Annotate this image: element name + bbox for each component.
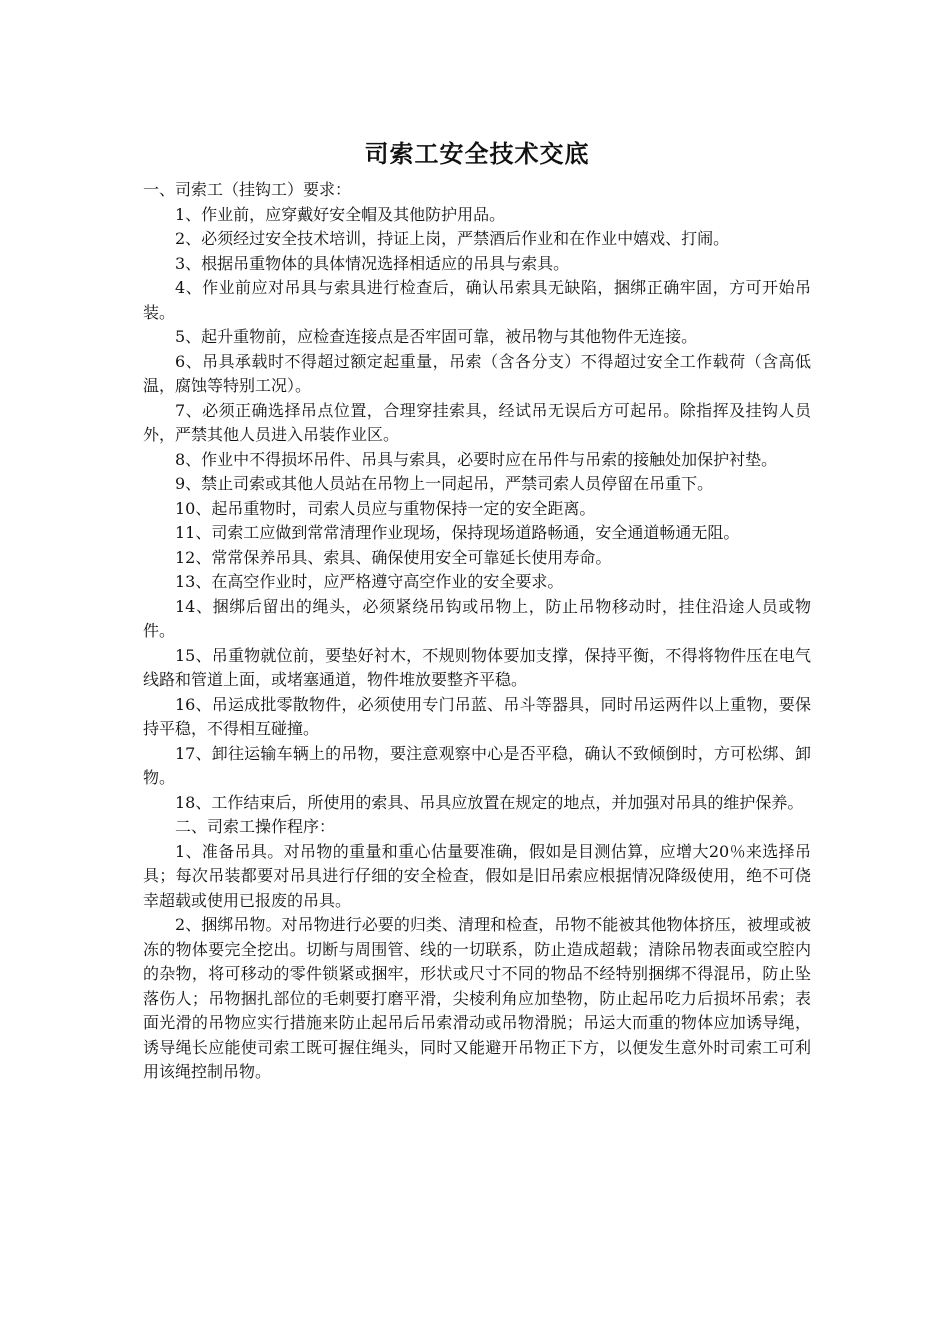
section-2-heading: 二、司索工操作程序： (175, 817, 336, 836)
section-1-item-1: 1、作业前，应穿戴好安全帽及其他防护用品。 (175, 204, 506, 224)
section-1-item-10: 10、起吊重物时，司索人员应与重物保持一定的安全距离。 (175, 498, 596, 518)
section-2-item-2: 2、捆绑吊物。对吊物进行必要的归类、清理和检查，吊物不能被其他物体挤压，被埋或被冻的物体要完全挖出。切断与周围管、线的一切联系，防止造成超载；清除吊物表面或空腔内的杂物，将可移动的零件锁紧或捆牢，形状或尺寸不同的物品不经特别捆绑不得混吊，防止坠落伤人；吊物捆扎部位的毛刺要打磨平滑，尖棱利角应加垫物，防止起吊吃力后损坏吊索；表面光滑的吊物应实行措施来防止起吊后吊索滑动或吊物滑脱；吊运大而重的物体应加诱导绳，诱导绳长应能使司索工既可握住绳头，同时又能避开吊物正下方，以便发生意外时司索工可利用该绳控制吊物。 (143, 915, 811, 1081)
section-1-item-11: 11、司索工应做到常常清理作业现场，保持现场道路畅通，安全通道畅通无阻。 (175, 523, 740, 542)
section-1-item-8: 8、作业中不得损坏吊件、吊具与索具，必要时应在吊件与吊索的接触处加保护衬垫。 (175, 449, 778, 469)
document-page (143, 134, 811, 1085)
section-1-item-6: 6、吊具承载时不得超过额定起重量，吊索（含各分支）不得超过安全工作载荷（含高低温，腐蚀等特别工况）。 (143, 351, 811, 395)
section-1-item-3: 3、根据吊重物体的具体情况选择相适应的吊具与索具。 (175, 253, 570, 273)
document-title: 司索工安全技术交底 (364, 139, 590, 168)
section-1-item-2: 2、必须经过安全技术培训，持证上岗，严禁酒后作业和在作业中嬉戏、打闹。 (175, 229, 730, 248)
section-1-item-7: 7、必须正确选择吊点位置，合理穿挂索具，经试吊无误后方可起吊。除指挥及挂钩人员外，严禁其他人员进入吊装作业区。 (143, 400, 811, 444)
section-1-item-5: 5、起升重物前，应检查连接点是否牢固可靠，被吊物与其他物件无连接。 (175, 327, 698, 346)
section-1-item-13: 13、在高空作业时，应严格遵守高空作业的安全要求。 (175, 572, 564, 591)
section-1-item-18: 18、工作结束后，所使用的索具、吊具应放置在规定的地点，并加强对吊具的维护保养。 (175, 792, 804, 812)
section-1-heading: 一、司索工（挂钩工）要求： (143, 180, 352, 199)
section-1-item-12: 12、常常保养吊具、索具、确保使用安全可靠延长使用寿命。 (175, 547, 612, 567)
section-1-item-17: 17、卸往运输车辆上的吊物，要注意观察中心是否平稳，确认不致倾倒时，方可松绑、卸物。 (143, 743, 811, 787)
section-2-item-1: 1、准备吊具。对吊物的重量和重心估量要准确，假如是目测估算，应增大20％来选择吊具；每次吊装都要对吊具进行仔细的安全检查，假如是旧吊索应根据情况降级使用，绝不可侥幸超载或使用已报废的吊具。 (143, 841, 811, 910)
section-1-item-4: 4、作业前应对吊具与索具进行检查后，确认吊索具无缺陷，捆绑正确牢固，方可开始吊装。 (143, 278, 811, 322)
section-1-item-16: 16、吊运成批零散物件，必须使用专门吊蓝、吊斗等器具，同时吊运两件以上重物，要保持平稳，不得相互碰撞。 (143, 694, 811, 738)
section-1-item-14: 14、捆绑后留出的绳头，必须紧绕吊钩或吊物上，防止吊物移动时，挂住沿途人员或物件。 (143, 596, 811, 640)
section-1-item-15: 15、吊重物就位前，要垫好衬木，不规则物体要加支撑，保持平衡，不得将物件压在电气线路和管道上面，或堵塞通道，物件堆放要整齐平稳。 (143, 645, 811, 689)
section-1-item-9: 9、禁止司索或其他人员站在吊物上一同起吊，严禁司索人员停留在吊重下。 (175, 474, 714, 493)
